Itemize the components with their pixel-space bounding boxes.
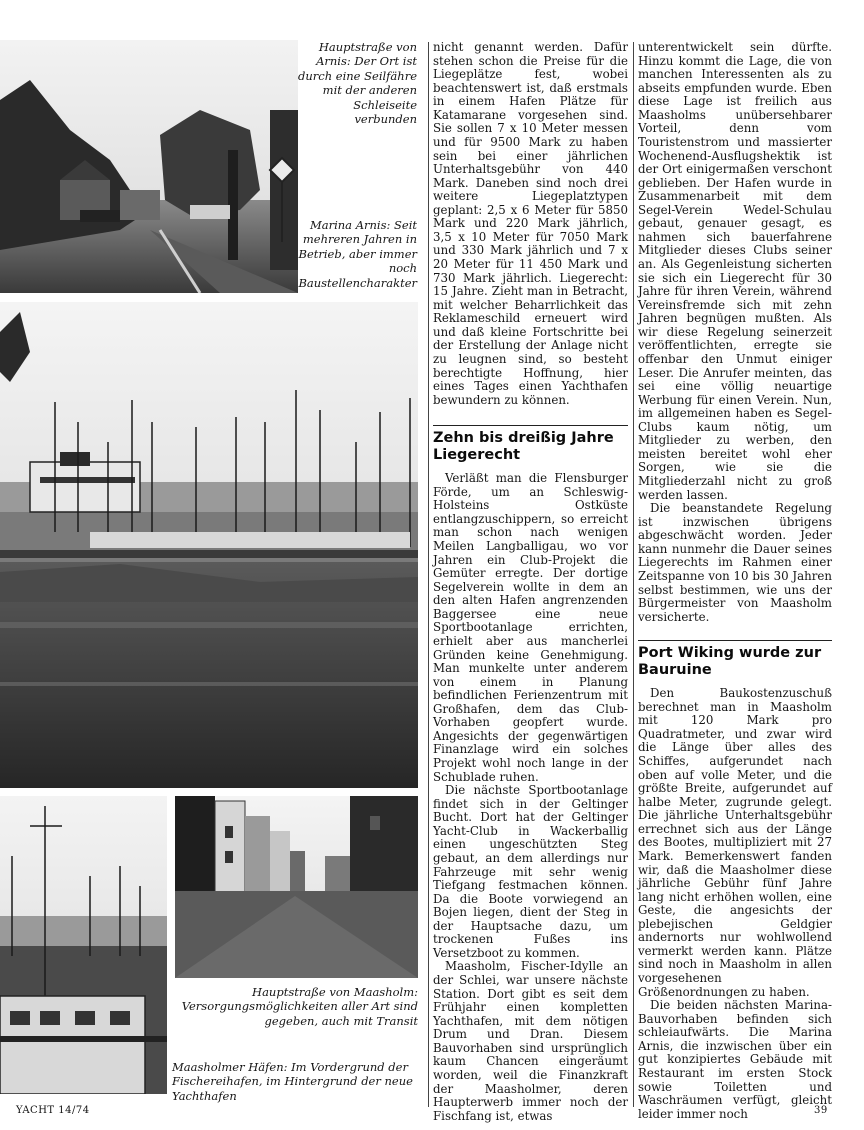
- column-rule-1: [428, 42, 429, 1107]
- paragraph: Maasholm, Fischer-Idylle an der Schlei, war unsere nächste Station. Dort gibt es seit dem Frühjahr einen kompletten Yachthafen, mit dem nötigen Drum und Dran. Diesem Bauvorhaben sind ursprünglich kaum Chancen eingeräumt worden, weil die Finanzkraft der Maasholmer, deren Haupterwerb immer noch der Fischfang ist, etwas: [433, 959, 628, 1123]
- photo-street-maasholm: [175, 796, 418, 978]
- text-column-2: [638, 41, 832, 1121]
- page-number: 39: [814, 1105, 828, 1116]
- paragraph: Die beiden nächsten Marina-Bauvorhaben befinden sich schleiaufwärts. Die Marina Arnis, die inzwischen über ein gut konzipiertes Gebäude mit Restaurant im ersten Stock sowie Toiletten und Waschräumen verfügt, gleicht leider immer noch: [638, 998, 832, 1121]
- paragraph: Verläßt man die Flensburger Förde, um an Schleswig-Holsteins Ostküste entlangzuschippern, so erreicht man schon nach wenigen Meilen Langballigau, wo vor Jahren ein Club-Projekt die Gemüter erregte. Der dortige Segelverein wollte in dem an den alten Hafen angrenzenden Baggersee eine neue Sportbootanlage errichten, erhielt aber aus mancherlei Gründen keine Genehmigung. Man munkelte unter anderem von einem in Planung befindlichen Ferienzentrum mit Großhafen, dem das Club-Vorhaben geopfert wurde. Angesichts der gegenwärtigen Finanzlage wird ein solches Projekt wohl noch lange in der Schublade ruhen.: [433, 471, 628, 784]
- photo-harbours-maasholm: [0, 796, 167, 1094]
- caption-marina-arnis: Marina Arnis: Seit mehreren Jahren in Betrieb, aber immer noch Baustellencharakter: [298, 218, 417, 290]
- photo-marina-arnis: [0, 302, 418, 788]
- paragraph: Den Baukostenzuschuß berechnet man in Maasholm mit 120 Mark pro Quadratmeter, und zwar wird die Länge über alles des Schiffes, aufgerundet nach oben auf volle Meter, und die größte Breite, aufgerundet auf halbe Meter, zugrunde gelegt. Die jährliche Unterhaltsgebühr errechnet sich aus der Länge des Bootes, multipliziert mit 27 Mark. Bemerkenswert fanden wir, daß die Maasholmer diese jährliche Gebühr fünf Jahre lang nicht erhöhen wollen, eine Geste, die angesichts der plebejischen Geldgier andernorts nur wohlwollend vermerkt werden kann. Plätze sind noch in Maasholm in allen vorgesehenen Größenordnungen zu haben.: [638, 686, 832, 999]
- section-heading: Zehn bis dreißig Jahre Liegerecht: [433, 425, 628, 464]
- paragraph: nicht genannt werden. Dafür stehen schon die Preise für die Liegeplätze fest, wobei beachtenswert ist, daß erstmals in einem Hafen Plätze für Katamarane vorgesehen sind. Sie sollen 7 x 10 Meter messen und für 9500 Mark zu haben sein bei einer jährlichen Unterhaltsgebühr von 440 Mark. Daneben sind noch drei weitere Liegeplatztypen geplant: 2,5 x 6 Meter für 5850 Mark und 220 Mark jährlich, 3,5 x 10 Meter für 7050 Mark und 330 Mark jährlich und 7 x 20 Meter für 11 450 Mark und 730 Mark jährlich. Liegerecht: 15 Jahre. Zieht man in Betracht, mit welcher Beharrlichkeit das Reklameschild erneuert wird und daß kleine Fortschritte bei der Erstellung der Anlage nicht zu leugnen sind, so besteht berechtigte Hoffnung, hier eines Tages einen Yachthafen bewundern zu können.: [433, 40, 628, 407]
- text-column-1: [433, 41, 628, 1123]
- caption-harbours-maasholm: Maasholmer Häfen: Im Vordergrund der Fischereihafen, im Hintergrund der neue Yachthafen: [172, 1060, 413, 1103]
- caption-street-arnis: Hauptstraße von Arnis: Der Ort ist durch eine Seilfähre mit der anderen Schleiseite verbunden: [298, 40, 417, 127]
- photo-street-arnis: [0, 40, 298, 293]
- paragraph: Die nächste Sportbootanlage findet sich in der Geltinger Bucht. Dort hat der Geltinger Yacht-Club in Wackerballig einen ungeschützten Steg gebaut, an dem allerdings nur Fahrzeuge mit sehr wenig Tiefgang festmachen können. Da die Boote vorwiegend an Bojen liegen, dient der Steg in der Hauptsache dazu, um trockenen Fußes ins Versetzboot zu kommen.: [433, 783, 628, 960]
- caption-street-maasholm: Hauptstraße von Maasholm: Versorgungsmöglichkeiten aller Art sind gegeben, auch mit Transit: [181, 985, 418, 1028]
- column-rule-2: [633, 42, 634, 1107]
- paragraph: Die beanstandete Regelung ist inzwischen übrigens abgeschwächt worden. Jeder kann nunmehr die Dauer seines Liegerechts im Rahmen einer Zeitspanne von 10 bis 30 Jahren selbst bestimmen, wie uns der Bürgermeister von Maasholm versicherte.: [638, 501, 832, 624]
- magazine-issue: YACHT 14/74: [16, 1105, 90, 1116]
- paragraph: unterentwickelt sein dürfte. Hinzu kommt die Lage, die von manchen Interessenten als zu abseits empfunden wurde. Eben diese Lage ist freilich aus Maasholms unübersehbarer Vorteil, denn vom Touristenstrom und massierter Wochenend-Ausflugshektik ist der Ort einigermaßen verschont geblieben. Der Hafen wurde in Zusammenarbeit mit dem Segel-Verein Wedel-Schulau gebaut, genauer gesagt, es nahmen sich bauerfahrene Mitglieder dieses Clubs seiner an. Als Gegenleistung sicherten sie sich ein Liegerecht für 30 Jahre für ihren Verein, während Vereinsfremde sich mit zehn Jahren begnügen mußten. Als wir diese Regelung seinerzeit veröffentlichten, erregte sie offenbar den Unmut einiger Leser. Die Anrufer meinten, das sei eine völlig neuartige Werbung für einen Verein. Nun, im allgemeinen haben es Segel-Clubs kaum nötig, um Mitglieder zu werben, den meisten bereitet wohl eher Sorgen, wie sie die Mitgliederzahl nicht zu groß werden lassen.: [638, 40, 832, 502]
- section-heading: Port Wiking wurde zur Bauruine: [638, 640, 832, 679]
